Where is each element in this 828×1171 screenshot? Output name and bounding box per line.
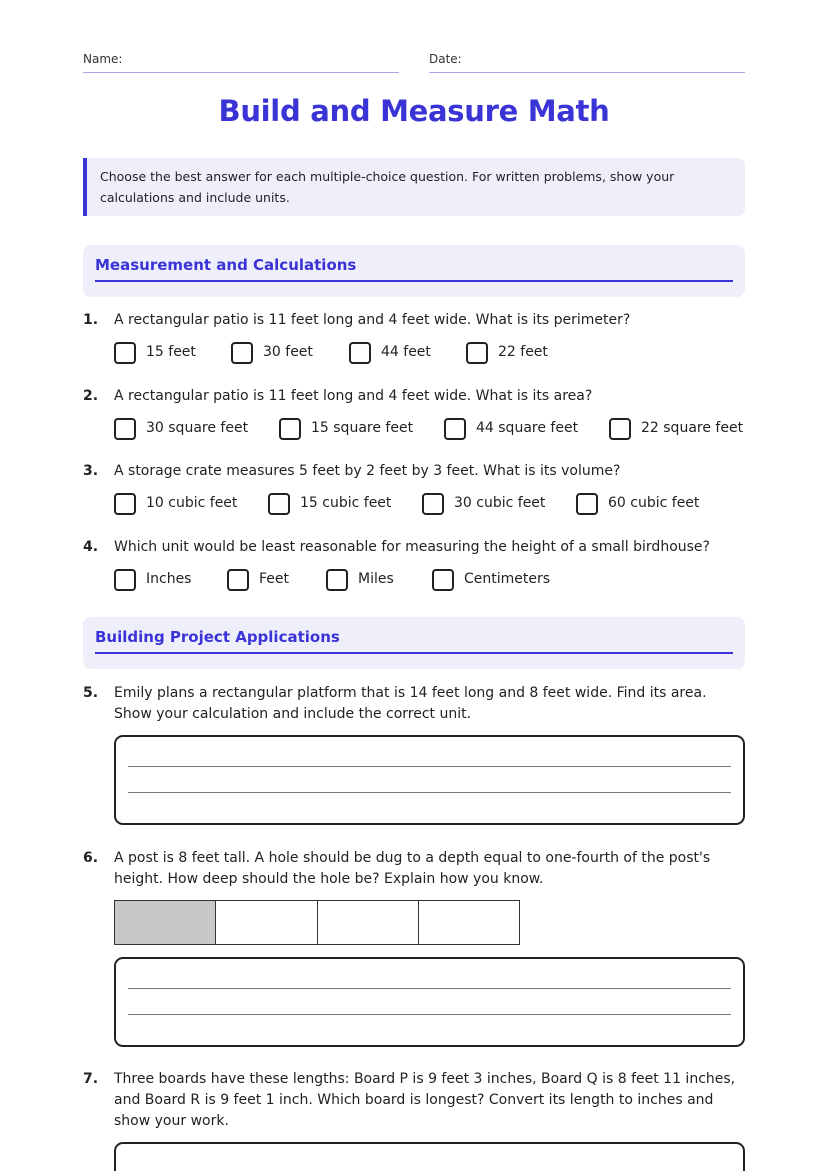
question-number: 3. — [83, 463, 99, 479]
fraction-part — [216, 901, 317, 944]
question-text: Three boards have these lengths: Board P is 9 feet 3 inches, Board Q is 8 feet 11 inches, and Board R is 9 feet 1 inch. Which board is longest? Convert its length to inches and show your work. — [114, 1071, 736, 1129]
option-label: 44 feet — [381, 344, 431, 360]
instructions-box: Choose the best answer for each multiple-choice question. For written problems, show your calculations and include units. — [83, 158, 745, 216]
question-number: 7. — [83, 1071, 99, 1087]
name-label: Name: — [83, 52, 123, 66]
question-text: A storage crate measures 5 feet by 2 feet by 3 feet. What is its volume? — [114, 463, 621, 479]
checkbox-box[interactable] — [432, 569, 454, 591]
question-number: 2. — [83, 388, 99, 404]
question-text: Emily plans a rectangular platform that is 14 feet long and 8 feet wide. Find its area. Show your calculation and include the correct unit. — [114, 685, 707, 722]
question-number: 1. — [83, 312, 99, 328]
answer-box-q7[interactable] — [114, 1142, 745, 1171]
answer-line — [128, 988, 731, 989]
fraction-part — [419, 901, 519, 944]
answer-box-q6[interactable] — [114, 957, 745, 1047]
question-text: A rectangular patio is 11 feet long and 4 feet wide. What is its area? — [114, 388, 593, 404]
header-fields — [83, 52, 745, 74]
section-title: Building Project Applications — [95, 628, 733, 654]
options-q3 — [114, 493, 745, 517]
question-text: Which unit would be least reasonable for measuring the height of a small birdhouse? — [114, 539, 710, 555]
date-field[interactable] — [429, 52, 745, 73]
option-label: Inches — [146, 571, 192, 587]
checkbox-box[interactable] — [466, 342, 488, 364]
name-field[interactable] — [83, 52, 399, 73]
section-header-measurement — [83, 245, 745, 297]
answer-line — [128, 1014, 731, 1015]
question-text: A rectangular patio is 11 feet long and 4 feet wide. What is its perimeter? — [114, 312, 631, 328]
checkbox-box[interactable] — [114, 418, 136, 440]
option-label: Feet — [259, 571, 290, 587]
option-label: 30 cubic feet — [454, 495, 546, 511]
checkbox-box[interactable] — [576, 493, 598, 515]
fraction-model — [114, 900, 520, 945]
option-label: 30 feet — [263, 344, 313, 360]
options-q4 — [114, 569, 745, 593]
checkbox-box[interactable] — [114, 493, 136, 515]
section-title: Measurement and Calculations — [95, 256, 733, 282]
page-title: Build and Measure Math — [218, 94, 610, 128]
date-label: Date: — [429, 52, 462, 66]
question-number: 5. — [83, 685, 99, 701]
option-label: Miles — [358, 571, 394, 587]
fraction-part — [318, 901, 419, 944]
question-text: A post is 8 feet tall. A hole should be dug to a depth equal to one-fourth of the post's height. How deep should the hole be? Explain how you know. — [114, 850, 711, 887]
options-q2 — [114, 418, 745, 442]
checkbox-box[interactable] — [326, 569, 348, 591]
fraction-part-shaded — [115, 901, 216, 944]
question-number: 6. — [83, 850, 99, 866]
checkbox-box[interactable] — [114, 342, 136, 364]
answer-line — [128, 766, 731, 767]
option-label: 15 cubic feet — [300, 495, 392, 511]
options-q1 — [114, 342, 745, 366]
option-label: 10 cubic feet — [146, 495, 238, 511]
checkbox-box[interactable] — [349, 342, 371, 364]
option-label: Centimeters — [464, 571, 551, 587]
option-label: 44 square feet — [476, 420, 579, 436]
checkbox-box[interactable] — [114, 569, 136, 591]
checkbox-box[interactable] — [444, 418, 466, 440]
checkbox-box[interactable] — [422, 493, 444, 515]
option-label: 30 square feet — [146, 420, 249, 436]
checkbox-box[interactable] — [279, 418, 301, 440]
section-header-building — [83, 617, 745, 669]
checkbox-box[interactable] — [609, 418, 631, 440]
checkbox-box[interactable] — [268, 493, 290, 515]
checkbox-box[interactable] — [231, 342, 253, 364]
question-number: 4. — [83, 539, 99, 555]
option-label: 60 cubic feet — [608, 495, 700, 511]
answer-box-q5[interactable] — [114, 735, 745, 825]
checkbox-box[interactable] — [227, 569, 249, 591]
option-label: 15 feet — [146, 344, 196, 360]
option-label: 15 square feet — [311, 420, 414, 436]
option-label: 22 feet — [498, 344, 548, 360]
answer-line — [128, 792, 731, 793]
option-label: 22 square feet — [641, 420, 744, 436]
